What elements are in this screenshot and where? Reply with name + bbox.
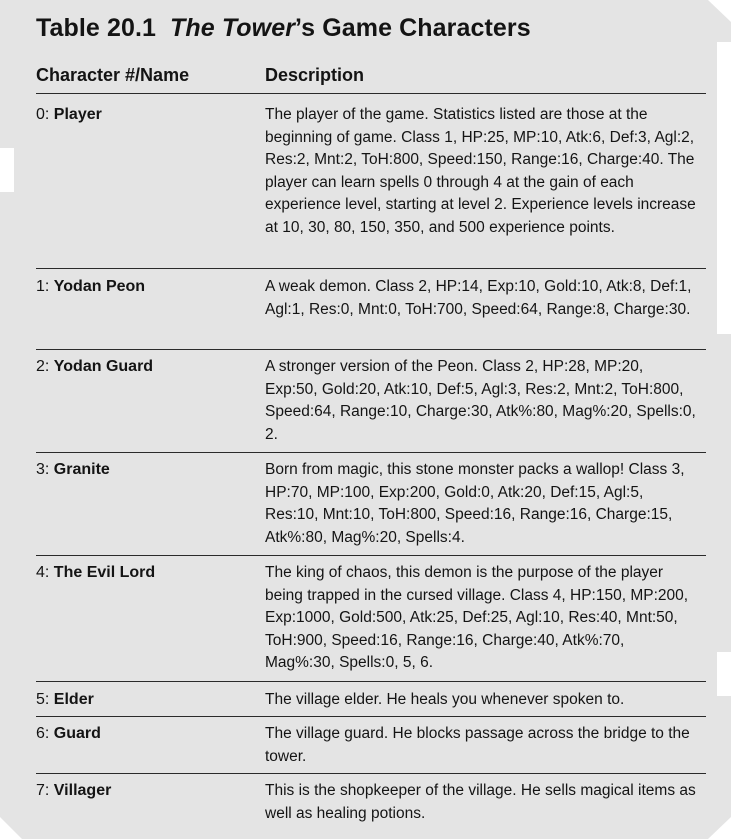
row-rule: [36, 349, 706, 350]
character-number: 0:: [36, 106, 54, 123]
character-name-label: Guard: [53, 725, 101, 742]
character-description: This is the shopkeeper of the village. He sells magical items as well as healing potions.: [265, 782, 696, 822]
column-header-name: Character #/Name: [36, 65, 190, 85]
table-title-rest: ’s Game Characters: [295, 14, 531, 42]
character-number: 6:: [36, 725, 54, 742]
character-name-label: Elder: [53, 691, 94, 708]
character-name: [36, 459, 110, 482]
character-name: [36, 723, 101, 746]
character-description: A stronger version of the Peon. Class 2, HP:28, MP:20, Exp:50, Gold:20, Atk:10, Def:5, Agl:3, Res:2, Mnt:2, ToH:800, Speed:64, Range:10, Charge:30, Atk%:80, Mag%:20, Spells:0, 2.: [265, 358, 696, 443]
character-name: [36, 104, 102, 127]
character-number: 2:: [36, 358, 54, 375]
table-number: Table 20.1: [36, 14, 157, 42]
row-rule: [36, 555, 706, 556]
header-rule: [36, 93, 706, 94]
row-rule: [36, 268, 706, 269]
character-name: [36, 356, 153, 379]
row-rule: [36, 716, 706, 717]
character-description: The village guard. He blocks passage across the bridge to the tower.: [265, 725, 690, 765]
character-name-label: Player: [53, 106, 102, 123]
edge-notch-right-upper: [717, 42, 731, 334]
character-number: 1:: [36, 278, 54, 295]
character-name-label: Villager: [53, 782, 112, 799]
row-rule: [36, 681, 706, 682]
character-name-label: Yodan Guard: [53, 358, 154, 375]
character-name: [36, 780, 111, 803]
character-number: 7:: [36, 782, 54, 799]
edge-notch-right-lower: [717, 652, 731, 696]
character-description: A weak demon. Class 2, HP:14, Exp:10, Gold:10, Atk:8, Def:1, Agl:1, Res:0, Mnt:0, ToH:700, Speed:64, Range:8, Charge:30.: [265, 278, 692, 318]
character-name-label: Yodan Peon: [53, 278, 146, 295]
character-name: [36, 562, 155, 585]
character-name: [36, 276, 145, 299]
row-rule: [36, 773, 706, 774]
row-rule: [36, 452, 706, 453]
character-number: 5:: [36, 691, 54, 708]
character-name-label: Granite: [53, 461, 110, 478]
character-description: The king of chaos, this demon is the purpose of the player being trapped in the cursed village. Class 4, HP:150, MP:200, Exp:1000, Gold:500, Atk:25, Def:25, Agl:10, Res:40, Mnt:50, ToH:900, Speed:16, Range:16, Charge:40, Atk%:70, Mag%:30, Spells:0, 5, 6.: [265, 564, 689, 671]
character-number: 4:: [36, 564, 54, 581]
table-title: [36, 14, 531, 43]
character-description: The player of the game. Statistics listed are those at the beginning of game. Class 1, HP:25, MP:10, Atk:6, Def:3, Agl:2, Res:2, Mnt:2, ToH:800, Speed:150, Range:16, Charge:40. The player can learn spells 0 through 4 at the gain of each experience level, starting at level 2. Experience levels increase at 10, 30, 80, 150, 350, and 500 experience points.: [265, 106, 696, 236]
character-description: Born from magic, this stone monster packs a wallop! Class 3, HP:70, MP:100, Exp:200, Gold:0, Atk:20, Def:15, Agl:5, Res:10, Mnt:10, ToH:800, Speed:16, Range:16, Charge:15, Atk%:80, Mag%:20, Spells:4.: [265, 461, 685, 546]
table-title-italic: The Tower: [170, 14, 296, 42]
column-header-description: Description: [265, 65, 365, 85]
character-name: [36, 689, 94, 712]
edge-notch-left: [0, 148, 14, 192]
character-name-label: The Evil Lord: [53, 564, 156, 581]
character-description: The village elder. He heals you whenever spoken to.: [265, 691, 625, 708]
character-number: 3:: [36, 461, 54, 478]
